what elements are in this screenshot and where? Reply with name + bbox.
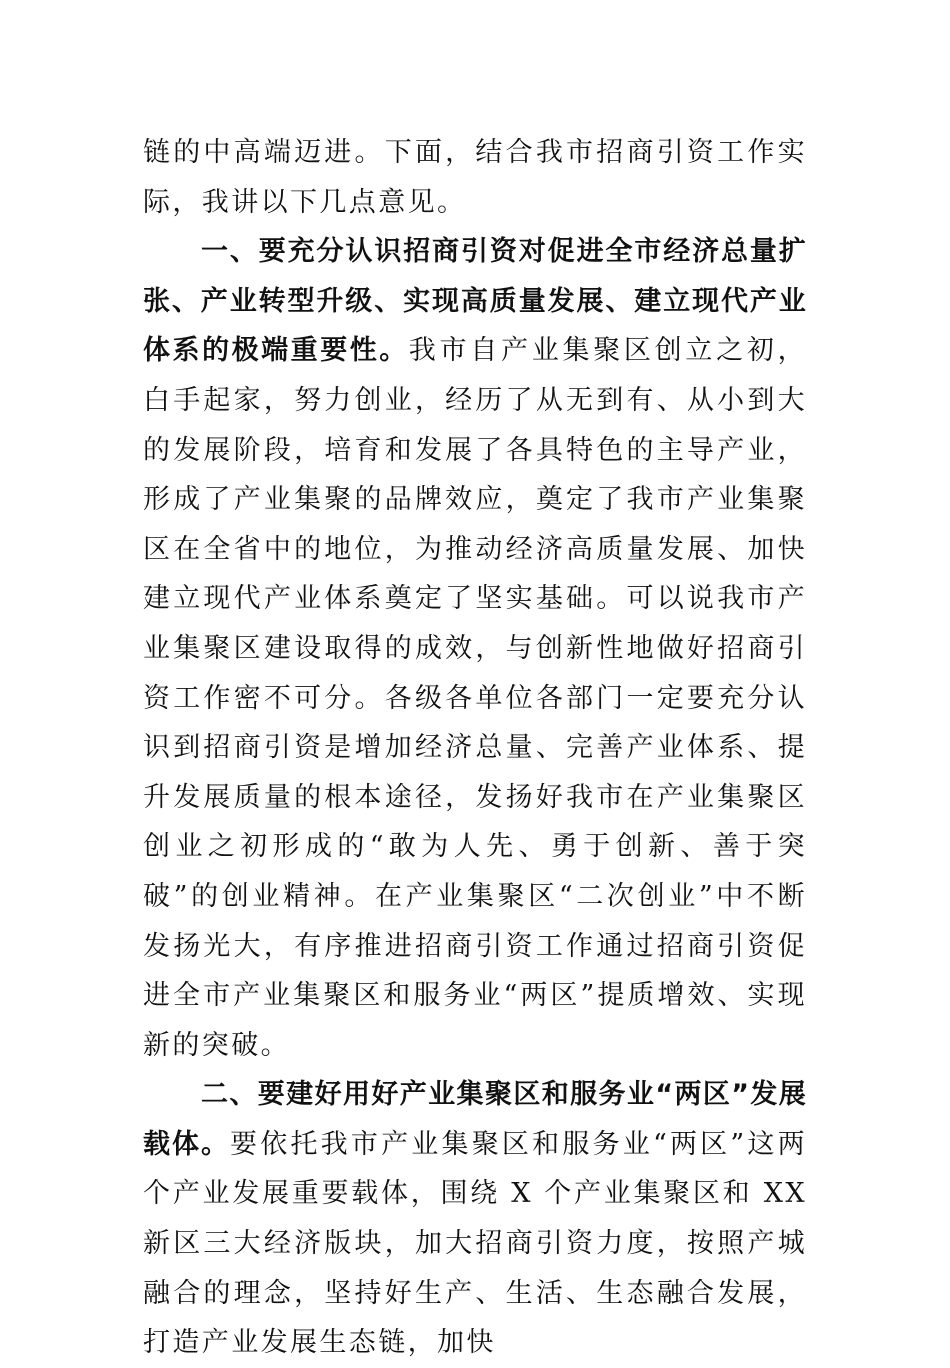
- section-one-heading: 一、要充分认识招商引资对促进全市经济总量扩张、产业转型升级、实现高质量发展、建立现代产业体系的极端重要性。: [143, 236, 807, 367]
- document-body: [143, 128, 807, 1368]
- paragraph-intro-continuation: [143, 128, 807, 227]
- section-two-text: 要依托我市产业集聚区和服务业“两区”这两个产业发展重要载体，围绕 X 个产业集聚区和 XX 新区三大经济版块，加大招商引资力度，按照产城融合的理念，坚持好生产、生活、生态融合发展，打造产业发展生态链，加快: [143, 1128, 807, 1359]
- paragraph-section-two: [143, 1070, 807, 1368]
- paragraph-text: 链的中高端迈进。下面，结合我市招商引资工作实际，我讲以下几点意见。: [143, 137, 807, 218]
- section-two-heading: 二、要建好用好产业集聚区和服务业“两区”发展载体。: [143, 1079, 807, 1160]
- section-one-text: 我市自产业集聚区创立之初，白手起家，努力创业，经历了从无到有、从小到大的发展阶段，培育和发展了各具特色的主导产业，形成了产业集聚的品牌效应，奠定了我市产业集聚区在全省中的地位，为推动经济高质量发展、加快建立现代产业体系奠定了坚实基础。可以说我市产业集聚区建设取得的成效，与创新性地做好招商引资工作密不可分。各级各单位各部门一定要充分认识到招商引资是增加经济总量、完善产业体系、提升发展质量的根本途径，发扬好我市在产业集聚区创业之初形成的“敢为人先、勇于创新、善于突破”的创业精神。在产业集聚区“二次创业”中不断发扬光大，有序推进招商引资工作通过招商引资促进全市产业集聚区和服务业“两区”提质增效、实现新的突破。: [143, 335, 807, 1061]
- paragraph-section-one: [143, 227, 807, 1070]
